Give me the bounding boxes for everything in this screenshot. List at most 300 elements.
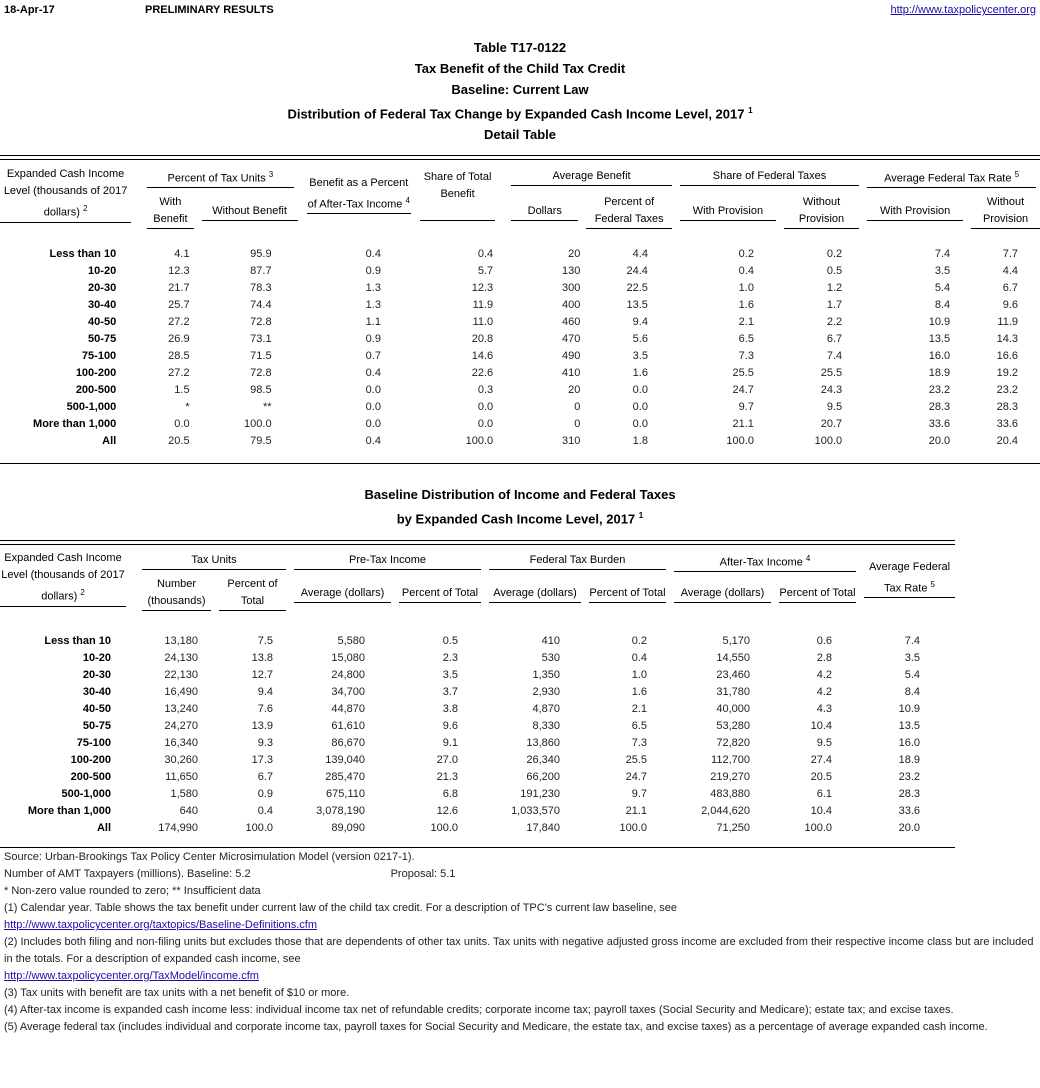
- baseline-label: Baseline: Current Law: [451, 82, 589, 97]
- cell-burden-avg: 530: [541, 652, 560, 664]
- cell-burden-pct: 6.5: [631, 720, 647, 732]
- cell-rate: 5.4: [904, 669, 920, 681]
- cell-share-without: 9.5: [826, 401, 843, 413]
- col-rate-without-provision: Without Provision: [967, 194, 1040, 229]
- cell-share: 12.3: [471, 282, 494, 294]
- col-group-pct-tax-units: Percent of Tax Units $^3$: [135, 160, 301, 194]
- cell-without: 79.5: [250, 435, 272, 447]
- cell-rate-without: 7.7: [1002, 248, 1018, 260]
- cell-pct-fed: 3.5: [632, 350, 648, 362]
- cell-number: 24,130: [164, 652, 198, 664]
- table-row: [0, 331, 1040, 348]
- cell-rate-with: 13.5: [928, 333, 951, 345]
- col2-pct-units: Percent of Total: [215, 576, 290, 611]
- cell-pct-units: 9.3: [257, 737, 273, 749]
- table-row: [0, 246, 1040, 263]
- cell-without: 72.8: [250, 367, 272, 379]
- table-row: [0, 416, 1040, 433]
- baseline-distribution-title: Baseline Distribution of Income and Federal Taxes by Expanded Cash Income Level, 2017 $^1$: [364, 487, 676, 527]
- cell-level: 40-50: [82, 703, 111, 715]
- cell-with: 1.5: [174, 384, 190, 396]
- cell-pct-units: 100.0: [245, 822, 273, 834]
- col2-number: Number (thousands): [130, 576, 215, 611]
- cell-benefit-pct: 1.1: [365, 316, 381, 328]
- cell-after-avg: 53,280: [716, 720, 750, 732]
- cell-with: 12.3: [168, 265, 190, 277]
- cell-pretax-avg: 285,470: [325, 771, 365, 783]
- cell-burden-avg: 8,330: [532, 720, 560, 732]
- cell-after-avg: 72,820: [716, 737, 750, 749]
- cell-rate-without: 33.6: [996, 418, 1018, 430]
- cell-rate-with: 33.6: [928, 418, 951, 430]
- cell-rate-with: 7.4: [934, 248, 951, 260]
- cell-pct-units: 9.4: [257, 686, 273, 698]
- cell-pct-units: 0.4: [257, 805, 273, 817]
- cell-rate-with: 20.0: [928, 435, 951, 447]
- cell-number: 13,240: [164, 703, 198, 715]
- cell-pct-fed: 0.0: [632, 401, 648, 413]
- cell-burden-pct: 7.3: [631, 737, 647, 749]
- cell-burden-avg: 17,840: [526, 822, 560, 834]
- cell-burden-pct: 1.0: [631, 669, 647, 681]
- cell-share-without: 6.7: [826, 333, 843, 345]
- table2-top-rule: [0, 540, 955, 545]
- col-group-avg-benefit: Average Benefit: [499, 160, 676, 194]
- cell-share-with: 7.3: [738, 350, 754, 362]
- table-row: [0, 348, 1040, 365]
- cell-after-avg: 71,250: [716, 822, 750, 834]
- cell-pct-units: 13.8: [251, 652, 273, 664]
- cell-benefit-pct: 0.7: [365, 350, 381, 362]
- cell-pretax-pct: 27.0: [436, 754, 458, 766]
- footnote-1: (1) Calendar year. Table shows the tax benefit under current law of the child tax credit. For a description of TPC's current law baseline, see: [4, 902, 678, 914]
- footnote-5: (5) Average federal tax (includes individual and corporate income tax, payroll taxes for Social Security and Medicare, the estate tax, and excise taxes) as a percentage of average expanded cash income.: [4, 1021, 988, 1033]
- cell-pretax-pct: 21.3: [436, 771, 458, 783]
- baseline-definitions-link[interactable]: http://www.taxpolicycenter.org/taxtopics/Baseline-Definitions.cfm: [4, 919, 318, 931]
- col2-group-after-tax-income: After-Tax Income $^4$: [670, 546, 860, 576]
- cell-rate: 23.2: [898, 771, 920, 783]
- cell-pct-fed: 24.4: [626, 265, 648, 277]
- col2-after-avg: Average (dollars): [670, 576, 775, 611]
- cell-number: 16,490: [164, 686, 198, 698]
- cell-rate-without: 14.3: [996, 333, 1018, 345]
- cell-rate: 18.9: [898, 754, 920, 766]
- cell-share: 22.6: [471, 367, 494, 379]
- cell-level: Less than 10: [44, 635, 111, 647]
- cell-level: Less than 10: [49, 248, 117, 260]
- cell-level: 200-500: [70, 771, 111, 783]
- asterisk-note: * Non-zero value rounded to zero; ** Insufficient data: [4, 885, 261, 897]
- col2-after-pct: Percent of Total: [775, 576, 860, 611]
- cell-share: 11.9: [472, 299, 494, 311]
- cell-pct-fed: 1.8: [632, 435, 648, 447]
- tpc-website-link[interactable]: http://www.taxpolicycenter.org: [890, 4, 1036, 16]
- source-note: Source: Urban-Brookings Tax Policy Center Microsimulation Model (version 0217-1).: [4, 851, 415, 863]
- cell-rate: 16.0: [898, 737, 920, 749]
- cell-after-avg: 2,044,620: [701, 805, 750, 817]
- cell-burden-avg: 410: [541, 635, 560, 647]
- cell-share-with: 1.6: [738, 299, 754, 311]
- cell-rate-with: 28.3: [928, 401, 951, 413]
- tax-benefit-table: [0, 160, 1040, 450]
- col-benefit-pct-after-tax: Benefit as a Percent of After-Tax Income $^4$: [302, 160, 416, 229]
- table-row: [0, 433, 1040, 450]
- cell-level: 75-100: [81, 350, 117, 362]
- cell-level: 100-200: [75, 367, 117, 379]
- cell-pretax-avg: 86,670: [331, 737, 365, 749]
- cell-level: 75-100: [76, 737, 111, 749]
- cell-number: 22,130: [164, 669, 198, 681]
- cell-benefit-pct: 0.0: [365, 418, 381, 430]
- cell-burden-avg: 4,870: [532, 703, 560, 715]
- table-row: [0, 280, 1040, 297]
- cell-after-pct: 6.1: [816, 788, 832, 800]
- cell-share-with: 21.1: [732, 418, 754, 430]
- cell-after-pct: 10.4: [810, 805, 832, 817]
- cell-pretax-avg: 5,580: [337, 635, 365, 647]
- cell-share-without: 1.2: [826, 282, 843, 294]
- cell-without: 87.7: [250, 265, 272, 277]
- cell-after-avg: 219,270: [710, 771, 750, 783]
- cell-rate-without: 6.7: [1002, 282, 1018, 294]
- cell-burden-avg: 13,860: [526, 737, 560, 749]
- cell-share-with: 0.4: [738, 265, 754, 277]
- cell-rate: 10.9: [898, 703, 920, 715]
- cell-rate-without: 9.6: [1002, 299, 1018, 311]
- cell-number: 11,650: [165, 771, 198, 783]
- cell-burden-avg: 66,200: [526, 771, 560, 783]
- table-row: [0, 769, 955, 786]
- col-with-benefit: With Benefit: [135, 194, 197, 229]
- cell-without: 95.9: [250, 248, 272, 260]
- cell-after-pct: 4.2: [816, 669, 832, 681]
- col2-income-level: Expanded Cash Income Level (thousands of 2017 dollars) $^2$: [0, 546, 130, 611]
- cell-burden-pct: 1.6: [631, 686, 647, 698]
- cell-with: 20.5: [168, 435, 190, 447]
- cell-after-pct: 9.5: [816, 737, 832, 749]
- cell-rate-without: 19.2: [996, 367, 1018, 379]
- cell-with: 21.7: [168, 282, 190, 294]
- table-row: [0, 633, 955, 650]
- cell-share-with: 9.7: [738, 401, 754, 413]
- cell-without: 74.4: [250, 299, 272, 311]
- cell-share-with: 100.0: [726, 435, 754, 447]
- cell-rate-with: 18.9: [928, 367, 951, 379]
- cell-rate-with: 3.5: [934, 265, 951, 277]
- cell-dollars: 20: [568, 384, 581, 396]
- cell-dollars: 490: [561, 350, 581, 362]
- cell-rate-without: 28.3: [996, 401, 1018, 413]
- table-row: [0, 718, 955, 735]
- footnotes: [4, 849, 1038, 1036]
- cell-share-with: 0.2: [738, 248, 754, 260]
- table-row: [0, 684, 955, 701]
- cell-level: More than 1,000: [27, 805, 111, 817]
- cell-dollars: 300: [561, 282, 581, 294]
- cell-share-without: 1.7: [826, 299, 843, 311]
- cell-share-without: 20.7: [820, 418, 843, 430]
- table2-bottom-rule: [0, 847, 955, 848]
- cell-benefit-pct: 0.0: [365, 401, 381, 413]
- table-row: [0, 701, 955, 718]
- col-pct-fed-taxes: Percent of Federal Taxes: [582, 194, 676, 229]
- col2-burden-pct: Percent of Total: [585, 576, 670, 611]
- table-id: Table T17-0122: [473, 40, 567, 55]
- cell-pct-fed: 4.4: [632, 248, 648, 260]
- table1-bottom-rule: [0, 463, 1040, 464]
- cell-after-avg: 40,000: [716, 703, 750, 715]
- col-without-benefit: Without Benefit: [198, 194, 302, 229]
- col-income-level: Expanded Cash Income Level (thousands of 2017 dollars) $^2$: [0, 160, 135, 229]
- cell-burden-avg: 2,930: [532, 686, 560, 698]
- cell-burden-avg: 26,340: [526, 754, 560, 766]
- cell-level: 500-1,000: [61, 788, 111, 800]
- cell-after-pct: 100.0: [804, 822, 832, 834]
- col-group-share-fed-taxes: Share of Federal Taxes: [676, 160, 863, 194]
- col2-group-pretax-income: Pre-Tax Income: [290, 546, 485, 576]
- cell-rate: 28.3: [898, 788, 920, 800]
- cell-share: 5.7: [477, 265, 494, 277]
- cell-pretax-avg: 3,078,190: [316, 805, 365, 817]
- cell-share-without: 2.2: [826, 316, 843, 328]
- cell-after-avg: 5,170: [722, 635, 750, 647]
- cell-rate-with: 10.9: [928, 316, 951, 328]
- cell-pct-fed: 0.0: [632, 418, 648, 430]
- cell-without: 98.5: [250, 384, 272, 396]
- col-rate-with-provision: With Provision: [863, 194, 967, 229]
- cell-rate-without: 20.4: [996, 435, 1018, 447]
- report-status: PRELIMINARY RESULTS: [145, 4, 274, 16]
- cell-without: 71.5: [250, 350, 272, 362]
- amt-note: Number of AMT Taxpayers (millions). Baseline: 5.2 Proposal: 5.1: [4, 868, 456, 880]
- cell-burden-avg: 1,350: [532, 669, 560, 681]
- table-row: [0, 650, 955, 667]
- cell-share: 0.0: [477, 401, 494, 413]
- cell-burden-pct: 2.1: [631, 703, 647, 715]
- cell-rate-with: 8.4: [934, 299, 951, 311]
- cell-number: 30,260: [164, 754, 198, 766]
- cell-without: 78.3: [250, 282, 272, 294]
- cell-after-avg: 23,460: [716, 669, 750, 681]
- cell-pct-units: 12.7: [251, 669, 273, 681]
- cell-share-without: 100.0: [814, 435, 843, 447]
- cell-pct-fed: 1.6: [632, 367, 648, 379]
- cell-number: 174,990: [158, 822, 198, 834]
- cell-dollars: 20: [568, 248, 581, 260]
- cell-level: 20-30: [88, 282, 117, 294]
- cell-level: 40-50: [88, 316, 117, 328]
- cell-pretax-pct: 12.6: [436, 805, 458, 817]
- cell-with: 28.5: [168, 350, 190, 362]
- table-row: [0, 382, 1040, 399]
- cell-rate-without: 4.4: [1002, 265, 1018, 277]
- table-title: Tax Benefit of the Child Tax Credit: [414, 61, 626, 76]
- cell-share-without: 25.5: [820, 367, 843, 379]
- col-share-total-benefit: Share of Total Benefit: [416, 160, 499, 229]
- income-definition-link[interactable]: http://www.taxpolicycenter.org/TaxModel/income.cfm: [4, 970, 259, 982]
- cell-dollars: 0: [574, 401, 581, 413]
- cell-pretax-pct: 9.1: [442, 737, 458, 749]
- cell-pretax-avg: 61,610: [331, 720, 365, 732]
- cell-number: 13,180: [164, 635, 198, 647]
- cell-with: 25.7: [168, 299, 190, 311]
- cell-benefit-pct: 0.4: [365, 435, 381, 447]
- cell-without: 72.8: [250, 316, 272, 328]
- cell-benefit-pct: 0.0: [365, 384, 381, 396]
- table-row: [0, 263, 1040, 280]
- cell-pct-fed: 5.6: [632, 333, 648, 345]
- cell-burden-pct: 0.4: [631, 652, 647, 664]
- cell-rate: 3.5: [904, 652, 920, 664]
- cell-burden-avg: 191,230: [520, 788, 560, 800]
- cell-share: 14.6: [471, 350, 494, 362]
- cell-with: 0.0: [174, 418, 190, 430]
- cell-level: 10-20: [88, 265, 117, 277]
- cell-pct-units: 17.3: [251, 754, 273, 766]
- cell-pretax-avg: 15,080: [331, 652, 365, 664]
- footnote-4: (4) After-tax income is expanded cash income less: individual income tax net of refundable credits; corporate income tax; payroll taxes (Social Security and Medicare); estate tax; and excise taxes.: [4, 1004, 954, 1016]
- cell-benefit-pct: 1.3: [365, 299, 381, 311]
- cell-rate: 7.4: [904, 635, 920, 647]
- col-share-without-provision: Without Provision: [780, 194, 863, 229]
- cell-pretax-pct: 6.8: [442, 788, 458, 800]
- table-row: [0, 365, 1040, 382]
- col2-avg-fed-tax-rate: Average Federal Tax Rate $^5$: [860, 546, 955, 611]
- cell-share-with: 2.1: [738, 316, 754, 328]
- cell-level: 50-75: [88, 333, 117, 345]
- cell-burden-pct: 24.7: [625, 771, 647, 783]
- table-row: [0, 786, 955, 803]
- cell-pct-fed: 13.5: [626, 299, 648, 311]
- cell-level: 20-30: [82, 669, 111, 681]
- cell-share: 0.0: [477, 418, 494, 430]
- cell-with: 27.2: [168, 316, 190, 328]
- cell-burden-pct: 0.2: [631, 635, 647, 647]
- cell-pct-units: 13.9: [251, 720, 273, 732]
- cell-level: 50-75: [82, 720, 111, 732]
- cell-burden-pct: 25.5: [625, 754, 647, 766]
- cell-share-with: 25.5: [732, 367, 754, 379]
- cell-burden-pct: 100.0: [619, 822, 647, 834]
- cell-level: All: [96, 822, 111, 834]
- cell-share: 20.8: [471, 333, 494, 345]
- footnote-3: (3) Tax units with benefit are tax units with a net benefit of $10 or more.: [4, 987, 350, 999]
- detail-table-label: Detail Table: [483, 127, 556, 143]
- cell-benefit-pct: 0.4: [365, 248, 381, 260]
- cell-rate: 20.0: [898, 822, 920, 834]
- cell-share-without: 0.2: [826, 248, 843, 260]
- cell-share: 100.0: [465, 435, 494, 447]
- cell-pretax-avg: 675,110: [326, 788, 365, 800]
- cell-pretax-avg: 24,800: [331, 669, 365, 681]
- cell-level: More than 1,000: [33, 418, 117, 430]
- col-share-with-provision: With Provision: [676, 194, 780, 229]
- distribution-title: Distribution of Federal Tax Change by Expanded Cash Income Level, 2017 $^1$: [287, 106, 753, 122]
- cell-benefit-pct: 0.4: [365, 367, 381, 379]
- cell-benefit-pct: 0.9: [365, 333, 381, 345]
- cell-pretax-pct: 3.7: [442, 686, 458, 698]
- cell-dollars: 0: [574, 418, 581, 430]
- cell-level: 10-20: [82, 652, 111, 664]
- cell-after-pct: 4.3: [816, 703, 832, 715]
- table-row: [0, 735, 955, 752]
- col-group-avg-fed-tax-rate: Average Federal Tax Rate $^5$: [863, 160, 1040, 194]
- cell-rate-with: 16.0: [928, 350, 951, 362]
- cell-after-avg: 483,880: [710, 788, 750, 800]
- table-row: [0, 820, 955, 837]
- cell-dollars: 470: [561, 333, 581, 345]
- cell-rate: 13.5: [898, 720, 920, 732]
- cell-level: All: [102, 435, 117, 447]
- cell-with: *: [185, 401, 190, 413]
- cell-number: 24,270: [164, 720, 198, 732]
- cell-pct-units: 7.6: [257, 703, 273, 715]
- cell-after-pct: 4.2: [816, 686, 832, 698]
- col-dollars: Dollars: [499, 194, 582, 229]
- table-row: [0, 752, 955, 769]
- cell-after-pct: 0.6: [816, 635, 832, 647]
- cell-pretax-avg: 139,040: [325, 754, 365, 766]
- table-row: [0, 667, 955, 684]
- table-row: [0, 399, 1040, 416]
- cell-pretax-pct: 0.5: [442, 635, 458, 647]
- col2-pretax-avg: Average (dollars): [290, 576, 395, 611]
- cell-dollars: 400: [561, 299, 581, 311]
- cell-share-without: 0.5: [826, 265, 843, 277]
- col2-pretax-pct: Percent of Total: [395, 576, 485, 611]
- cell-without: **: [263, 401, 272, 413]
- cell-benefit-pct: 0.9: [365, 265, 381, 277]
- footnote-2: (2) Includes both filing and non-filing units but excludes those that are dependents of other tax units. Tax units with negative adjusted gross income are excluded from their respective income class but are included in the totals. For a description of expanded cash income, see: [4, 936, 1034, 965]
- cell-pct-units: 6.7: [257, 771, 273, 783]
- cell-without: 73.1: [250, 333, 272, 345]
- table-row: [0, 297, 1040, 314]
- cell-rate-with: 5.4: [934, 282, 951, 294]
- cell-after-pct: 10.4: [810, 720, 832, 732]
- cell-dollars: 310: [561, 435, 581, 447]
- cell-rate: 8.4: [904, 686, 920, 698]
- cell-share: 0.3: [477, 384, 494, 396]
- cell-burden-avg: 1,033,570: [511, 805, 560, 817]
- cell-after-avg: 14,550: [716, 652, 750, 664]
- cell-rate-without: 23.2: [996, 384, 1018, 396]
- cell-share-without: 24.3: [820, 384, 843, 396]
- cell-pretax-pct: 3.8: [442, 703, 458, 715]
- cell-after-avg: 31,780: [716, 686, 750, 698]
- col2-burden-avg: Average (dollars): [485, 576, 585, 611]
- baseline-distribution-table: [0, 546, 955, 837]
- cell-with: 4.1: [174, 248, 190, 260]
- col2-group-fed-tax-burden: Federal Tax Burden: [485, 546, 670, 576]
- cell-share-with: 1.0: [738, 282, 754, 294]
- cell-rate-without: 16.6: [996, 350, 1018, 362]
- cell-dollars: 460: [561, 316, 581, 328]
- cell-without: 100.0: [244, 418, 272, 430]
- cell-with: 27.2: [168, 367, 190, 379]
- cell-pretax-pct: 3.5: [442, 669, 458, 681]
- cell-level: 30-40: [82, 686, 111, 698]
- report-date: 18-Apr-17: [4, 4, 55, 16]
- cell-rate: 33.6: [898, 805, 920, 817]
- cell-pct-units: 7.5: [257, 635, 273, 647]
- cell-after-pct: 20.5: [810, 771, 832, 783]
- table-row: [0, 803, 955, 820]
- cell-level: 100-200: [70, 754, 111, 766]
- cell-burden-pct: 9.7: [631, 788, 647, 800]
- cell-level: 200-500: [75, 384, 117, 396]
- cell-pretax-pct: 9.6: [442, 720, 458, 732]
- cell-pretax-avg: 89,090: [331, 822, 365, 834]
